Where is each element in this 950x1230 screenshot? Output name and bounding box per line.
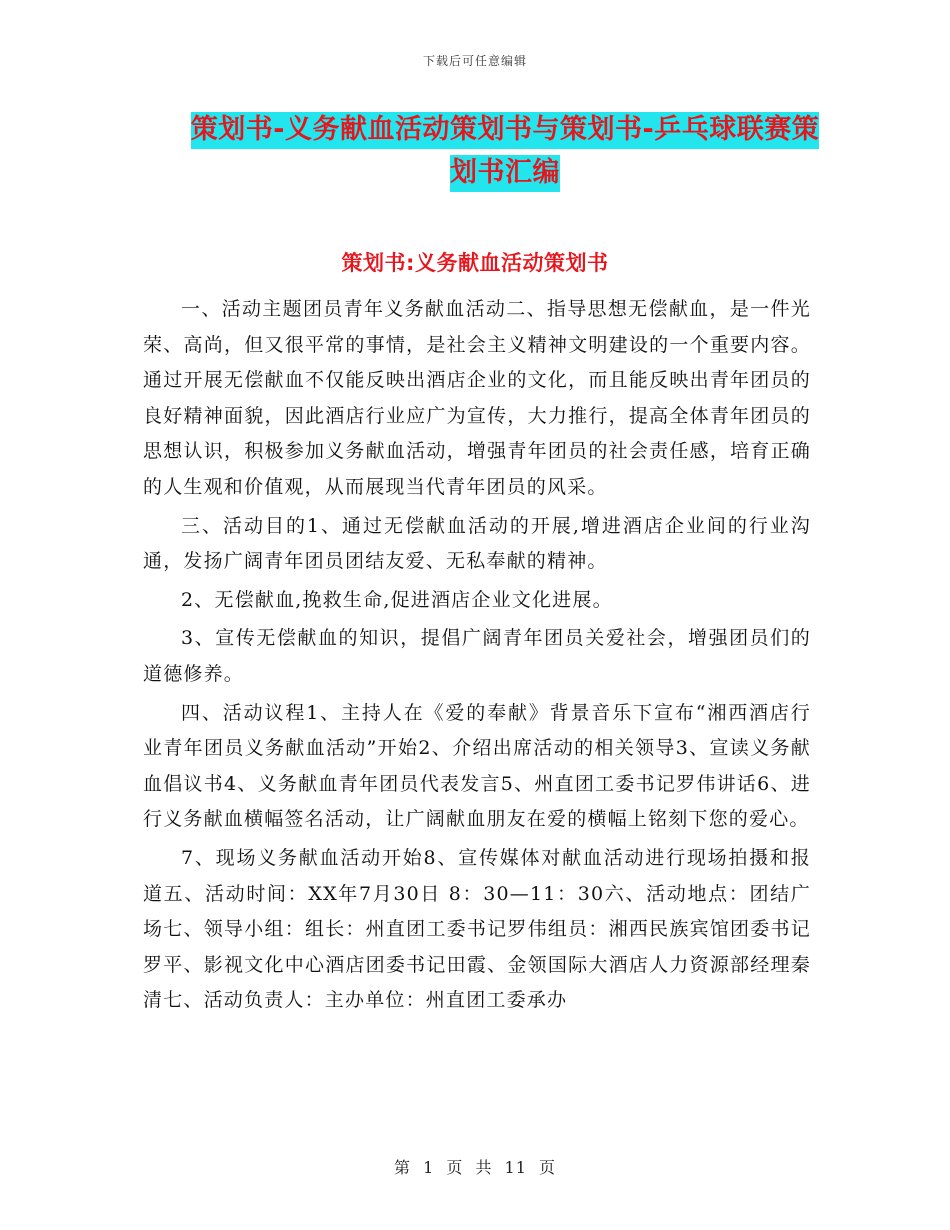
paragraph: 3、宣传无偿献血的知识，提倡广阔青年团员关爱社会，增强团员们的道德修养。: [143, 627, 811, 685]
document-title-text: 策划书-义务献血活动策划书与策划书-乒乓球联赛策划书汇编: [191, 112, 819, 192]
section-title: 策划书:义务献血活动策划书: [341, 251, 609, 275]
paragraph: 四、活动议程1、主持人在《爱的奉献》背景音乐下宣布“湘西酒店行业青年团员义务献血活动”开始2、介绍出席活动的相关领导3、宣读义务献血倡议书4、义务献血青年团员代表发言5、州直团工委书记罗伟讲话6、进行义务献血横幅签名活动，让广阔献血朋友在爱的横幅上铭刻下您的爱心。: [143, 701, 811, 831]
paragraph: 一、活动主题团员青年义务献血活动二、指导思想无偿献血，是一件光荣、高尚，但又很平常的事情，是社会主义精神文明建设的一个重要内容。通过开展无偿献血不仅能反映出酒店企业的文化，而且能反映出青年团员的良好精神面貌，因此酒店行业应广为宣传，大力推行，提高全体青年团员的思想认识，积极参加义务献血活动，增强青年团员的社会责任感，培育正确的人生观和价值观，从而展现当代青年团员的风采。: [143, 298, 811, 498]
document-title: [190, 108, 820, 194]
page-indicator: 第 1 页 共 11 页: [394, 1158, 556, 1177]
header-note: 下载后可任意编辑: [422, 54, 527, 68]
paragraph: 2、无偿献血,挽救生命,促进酒店企业文化进展。: [181, 588, 613, 611]
document-body: [143, 292, 811, 1019]
paragraph: 三、活动目的1、通过无偿献血活动的开展,增进酒店企业间的行业沟通，发扬广阔青年团员团结友爱、无私奉献的精神。: [143, 514, 811, 573]
paragraph: 7、现场义务献血活动开始8、宣传媒体对献血活动进行现场拍摄和报道五、活动时间：XX年7月30日 8：30—11：30六、活动地点：团结广场七、领导小组：组长：州直团工委书记罗伟组员：湘西民族宾馆团委书记罗平、影视文化中心酒店团委书记田霞、金领国际大酒店人力资源部经理秦清七、活动负责人：主办单位：州直团工委承办: [143, 846, 811, 1012]
